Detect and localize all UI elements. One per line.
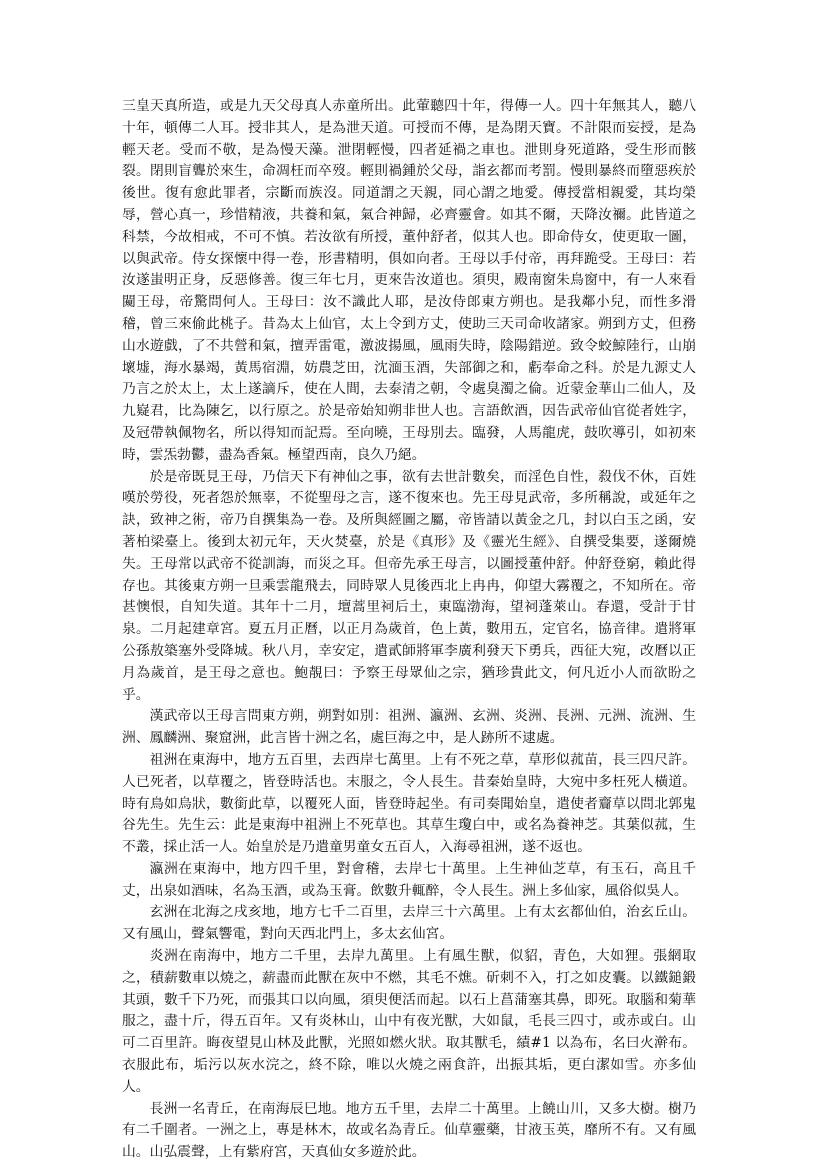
paragraph-3: 漢武帝以王母言問東方朔，朔對如別：祖洲、瀛洲、玄洲、炎洲、長洲、元洲、流洲、生洲、鳳麟洲、聚窟洲，此言皆十洲之名，處巨海之中，是人跡所不逮處。 bbox=[122, 708, 696, 747]
paragraph-5: 瀛洲在東海中，地方四千里，對會稽，去岸七十萬里。上生神仙芝草，有玉石，高且千丈，出泉如酒味，名為玉酒，或為玉膏。飲數升輒醉，令人長生。洲上多仙家，風俗似吳人。 bbox=[122, 860, 696, 899]
paragraph-6: 玄洲在北海之戌亥地，地方七千二百里，去岸三十六萬里。上有太玄都仙伯，治玄丘山。又有風山，聲氣響電，對向天西北門上，多太玄仙宮。 bbox=[122, 904, 696, 943]
paragraph-7: 炎洲在南海中，地方二千里，去岸九萬里。上有風生獸，似貂，青色，大如狸。張網取之，積薪數車以燒之，薪盡而此獸在灰中不燃，其毛不燋。斫刺不入，打之如皮囊。以鐵鎚鍛其頭，數千下乃死，而張其口以向風，須臾便活而起。以石上菖蒲塞其鼻，即死。取腦和菊華服之，盡十斤，得五百年。又有炎林山，山中有夜光獸，大如鼠，毛長三四寸，或赤或白。山可二百里許。晦夜望見山林及此獸，光照如燃火狀。取其獸毛，績#1 以為布，名曰火澣布。衣服此布，垢污以灰水浣之，終不除，唯以火燒之兩食許，出振其垢，更白潔如雪。亦多仙人。 bbox=[122, 948, 696, 1095]
paragraph-1: 三皇天真所造，或是九天父母真人赤童所出。此葷聽四十年，得傳一人。四十年無其人，聽八十年，頓傳二人耳。授非其人，是為泄天道。可授而不傳，是為閉天寶。不計限而妄授，是為輕天老。受而不敬，是為慢天藻。泄閉輕慢，四者延禍之車也。泄則身死道路，受生形而骸裂。閉則盲聾於來生，命凋枉而卒歿。輕則禍鍾於父母，詣玄都而考罰。慢則暴終而墮惡疾於後世。復有愈此罪者，宗斷而族沒。同道謂之天親，同心謂之地愛。傳授當相親愛，其均榮辱，營心真一，珍惜精液，共養和氣，氣合神歸，必齊靈會。如其不爾，天降汝禰。此皆道之科禁，今故相戒，不可不慎。若汝欲有所授，董仲舒者，似其人也。即命侍女，使更取一圖，以與武帝。侍女探懷中得一卷，形書精明，俱如向者。王母以手付帝，再拜跪受。王母曰：若汝遂蚩明正身，反惡修善。復三年七月，更來告汝道也。須臾，殿南窗朱鳥窗中，有一人來看闚王母，帝驚問何人。王母曰：汝不識此人耶，是汝侍郎東方朔也。是我鄰小兒，而性多滑稽，曾三來偷此桃子。昔為太上仙官，太上令到方丈，使助三天司命收諸家。朔到方丈，但務山水遊戲，了不共營和氣，擅弄雷電，激波揚風，風雨失時，陰陽錯逆。致令蛟鯨陸行，山崩壞墟，海水暴竭，黃馬宿淵，妨農芝田，沈湎玉酒，失部御之和，虧奉命之科。於是九源丈人乃言之於太上，太上遂謫斥，使在人間，去泰清之朝，令處臭濁之倫。近蒙金華山二仙人，及九嶷君，比為陳乞，以行原之。於是帝始知朔非世人也。言語飲酒，因告武帝仙官從者姓字，及冠帶執佩物名，所以得知而記焉。至向曉，王母別去。臨發，人馬龍虎，鼓吹導引，如初來時，雲炁勃鬱，盡為香氣。極望西南，良久乃絕。 bbox=[122, 98, 696, 463]
paragraph-8: 長洲一名青丘，在南海辰巳地。地方五千里，去岸二十萬里。上饒山川，又多大樹。樹乃有二千圍者。一洲之上，專是林木，故或名為青丘。仙草靈藥，甘液玉英，靡所不有。又有風山。山弘震聲，上有紫府宮，天真仙女多遊於此。 bbox=[122, 1100, 696, 1161]
paragraph-2: 於是帝既見王母，乃信天下有神仙之事，欲有去世計數矣，而淫色自性，殺伐不休，百姓嘆於勞役，死者怨於無辜，不從聖母之言，遂不復來也。先王母見武帝，多所稱說，或延年之訣，致神之術，帝乃自撰集為一卷。及所與經圖之屬，帝皆請以黃金之几，封以白玉之函，安著柏梁臺上。後到太初元年，天火焚臺，於是《真形》及《靈光生經》、自撰受集要，遂爾燒失。王母常以武帝不從訓誨，而災之耳。但帝先承王母言，以圖授董仲舒。仲舒登窮，賴此得存也。其後東方朔一旦乘雲龍飛去，同時眾人見後西北上冉冉，仰望大霧覆之，不知所在。帝甚懊恨，自知失道。其年十二月，壇蒿里祠后土，東臨渤海，望祠蓬萊山。春還，受計于甘泉。二月起建章宮。夏五月正曆，以正月為歲首，色上黃，數用五，定官名，協音律。遣將軍公孫敖築塞外受降城。秋八月，幸安定，遣貳師將軍李廣利發天下勇兵，西征大宛，改曆以正月為歲首，是王母之意也。鮑靚曰：予察王母眾仙之宗，猶珍貴此文，何凡近小人而欲盼之乎。 bbox=[122, 468, 696, 703]
document-page bbox=[122, 96, 696, 1164]
paragraph-4: 祖洲在東海中，地方五百里，去西岸七萬里。上有不死之草，草形似菰苗，長三四尺許。人已死者，以草覆之，皆登時活也。末服之，令人長生。昔秦始皇時，大宛中多枉死人橫道。時有鳥如烏狀，數銜此草，以覆死人面，皆登時起坐。有司奏聞始皇，遣使者齎草以問北郭鬼谷先生。先生云：此是東海中祖洲上不死草也。其草生瓊白中，或名為養神芝。其葉似菰，生不叢，採止活一人。始皇於是乃遣童男童女五百人，入海尋祖洲，遂不返也。 bbox=[122, 751, 696, 856]
